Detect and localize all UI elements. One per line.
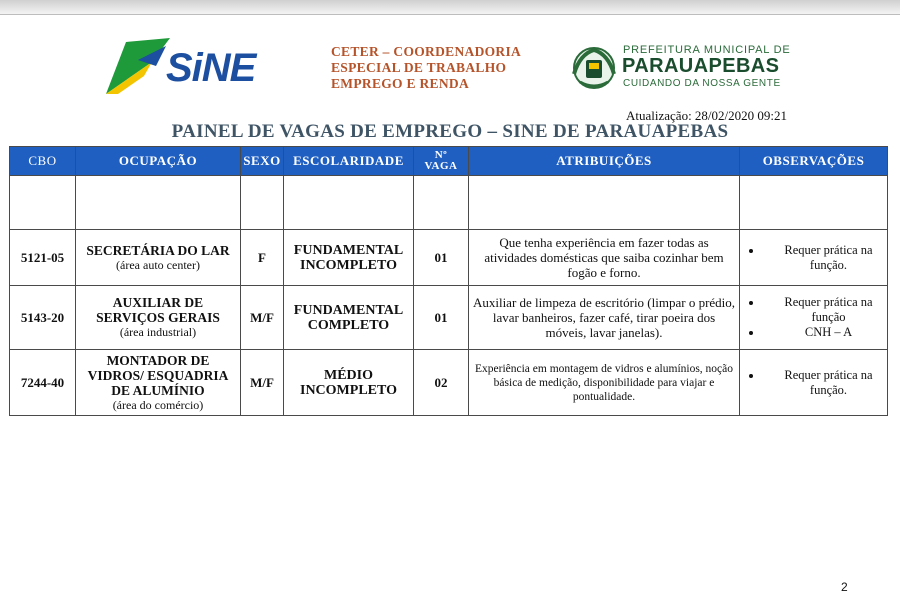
- observacao-item: • CNH – A: [763, 325, 884, 340]
- sexo-cell: M/F: [241, 286, 284, 350]
- column-header-num-line: Nº: [434, 149, 448, 161]
- municipal-coat-of-arms-icon: [570, 44, 618, 92]
- atribuicoes-cell: Auxiliar de limpeza de escritório (limpar o prédio, lavar banheiros, fazer café, tirar poeira dos móveis, lavar janelas).: [469, 286, 740, 350]
- table-cell: [740, 176, 888, 230]
- vagas-cell: 01: [414, 286, 469, 350]
- table-cell: [10, 176, 76, 230]
- cbo-cell: 5143-20: [10, 286, 76, 350]
- escolaridade-line: INCOMPLETO: [300, 382, 397, 398]
- table-cell: [76, 176, 241, 230]
- observacoes-cell: [740, 286, 888, 350]
- ocupacao-area: (área industrial): [119, 325, 197, 339]
- ocupacao-cell: [76, 230, 241, 286]
- column-header-ocupacao: OCUPAÇÃO: [76, 147, 241, 176]
- table-cell: [469, 176, 740, 230]
- observacoes-list: [743, 243, 884, 273]
- ocupacao-area: (área auto center): [116, 257, 200, 272]
- vagas-cell: 01: [414, 230, 469, 286]
- column-header-cbo: CBO: [10, 147, 76, 176]
- column-header-escolaridade: ESCOLARIDADE: [284, 147, 414, 176]
- atribuicoes-cell: Que tenha experiência em fazer todas as atividades domésticas que saiba cozinhar bem fogão e forno.: [469, 230, 740, 286]
- escolaridade-line: FUNDAMENTAL: [293, 242, 404, 258]
- column-header-vaga-line: VAGA: [424, 160, 458, 172]
- org-line: ESPECIAL DE TRABALHO: [331, 60, 507, 75]
- table-header-row: [10, 147, 888, 176]
- escolaridade-line: FUNDAMENTAL: [293, 302, 404, 318]
- ocupacao-cell: [76, 350, 241, 416]
- observacoes-list: [743, 295, 884, 340]
- column-header-num-vagas: [414, 147, 469, 176]
- vagas-cell: 02: [414, 350, 469, 416]
- table-row-empty: [10, 176, 888, 230]
- column-header-atribuicoes: ATRIBUIÇÕES: [469, 147, 740, 176]
- org-line: EMPREGO E RENDA: [331, 76, 470, 91]
- escolaridade-line: MÉDIO: [324, 367, 373, 383]
- observacoes-cell: [740, 230, 888, 286]
- page-number: 2: [841, 580, 848, 594]
- table-row: [10, 286, 888, 350]
- ocupacao-area: (área do comércio): [112, 397, 204, 412]
- sine-flag-icon: [104, 36, 174, 98]
- cbo-cell: 5121-05: [10, 230, 76, 286]
- table-row: [10, 350, 888, 416]
- observacoes-cell: [740, 350, 888, 416]
- escolaridade-line: INCOMPLETO: [300, 257, 397, 273]
- column-header-sexo: SEXO: [241, 147, 284, 176]
- escolaridade-cell: [284, 350, 414, 416]
- last-updated: Atualização: 28/02/2020 09:21: [626, 108, 788, 123]
- viewer-top-bar: [0, 0, 900, 15]
- table-cell: [284, 176, 414, 230]
- observacao-item: • Requer prática na função.: [763, 368, 884, 398]
- escolaridade-line: COMPLETO: [307, 317, 390, 333]
- sexo-cell: F: [241, 230, 284, 286]
- table-row: [10, 230, 888, 286]
- job-vacancies-table: [9, 146, 888, 416]
- org-line: CETER – COORDENADORIA: [331, 44, 522, 59]
- observacao-item: • Requer prática na função: [763, 295, 884, 325]
- prefeitura-line-1: PREFEITURA MUNICIPAL DE: [623, 44, 791, 56]
- escolaridade-cell: [284, 286, 414, 350]
- organization-name: [331, 44, 521, 92]
- prefeitura-line-2: PARAUAPEBAS: [622, 55, 780, 77]
- sexo-cell: M/F: [241, 350, 284, 416]
- ocupacao-cell: [76, 286, 241, 350]
- page-title: PAINEL DE VAGAS DE EMPREGO – SINE DE PARAUAPEBAS: [171, 121, 729, 142]
- sine-logo: [104, 36, 264, 98]
- table-cell: [414, 176, 469, 230]
- escolaridade-cell: [284, 230, 414, 286]
- prefeitura-slogan: CUIDANDO DA NOSSA GENTE: [623, 78, 781, 89]
- sine-logo-text: SiNE: [166, 46, 256, 90]
- observacao-item: • Requer prática na função.: [763, 243, 884, 273]
- column-header-observacoes: OBSERVAÇÕES: [740, 147, 888, 176]
- ocupacao-title: AUXILIAR DE SERVIÇOS GERAIS: [96, 295, 220, 325]
- cbo-cell: 7244-40: [10, 350, 76, 416]
- table-cell: [241, 176, 284, 230]
- ocupacao-title: SECRETÁRIA DO LAR: [86, 242, 230, 258]
- ocupacao-title: MONTADOR DE VIDROS/ ESQUADRIA DE ALUMÍNIO: [87, 352, 229, 398]
- observacoes-list: [743, 368, 884, 398]
- atribuicoes-cell: Experiência em montagem de vidros e alumínios, noção básica de medição, disponibilidade para viajar e pontualidade.: [469, 350, 740, 416]
